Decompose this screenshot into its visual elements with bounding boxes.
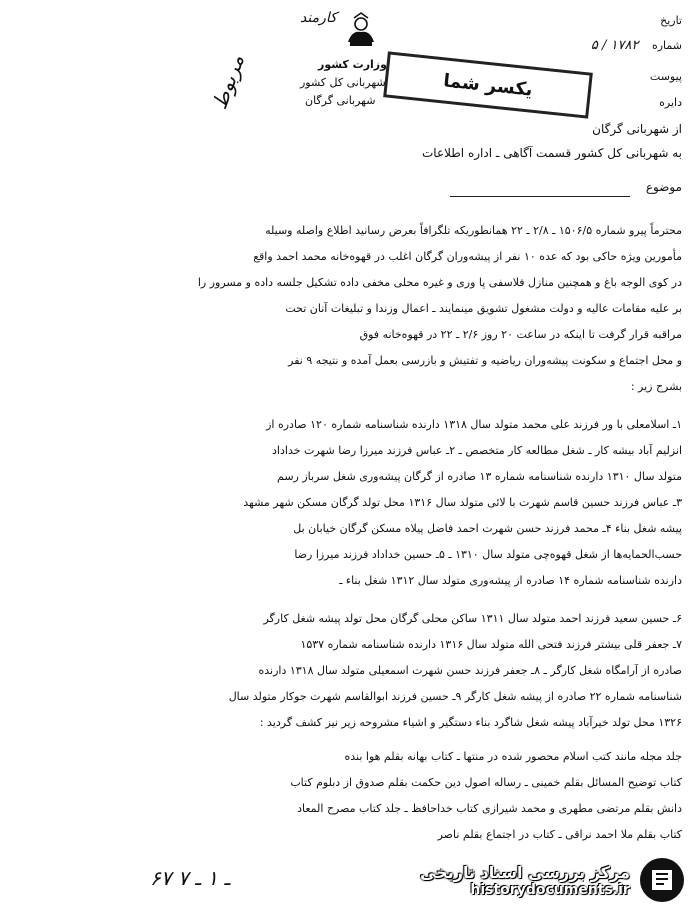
to-line: به شهربانی کل کشور قسمت آگاهی ـ اداره اطلاعات (421, 146, 682, 160)
body-line: مراقبه قرار گرفت تا اینکه در ساعت ۲۰ روز ۲/۶ ـ ۲۲ در قهوه‌خانه فوق (359, 328, 682, 341)
attachment-field (650, 70, 682, 83)
person-item: انزلیم آباد بیشه کار ـ شغل مطالعه کار متخصص ـ ۲ـ عباس فرزند میرزا رضا شهرت خداداد (272, 444, 682, 457)
office-field (659, 96, 682, 109)
body-line: مأمورین ویژه حاکی بود که عده ۱۰ نفر از پیشه‌وران گرگان اغلب در قهوه‌خانه محمد احمد واقع (253, 250, 682, 263)
person-item: ۷ـ جعفر قلی بیشتر فرزند فتحی الله متولد سال ۱۳۱۶ دارنده شناسنامه شماره ۱۵۳۷ (300, 638, 682, 651)
body-line: بر علیه مقامات عالیه و دولت مشغول تشویق مینمایند ـ اعمال وزندا و تبلیغات آنان تحت (285, 302, 682, 315)
person-item: صادره از آرامگاه شغل کارگر ـ ۸ـ جعفر فرزند حسن شهرت اسمعیلی متولد سال ۱۳۱۸ دارنده (258, 664, 682, 677)
person-item: پیشه شغل بناء ۴ـ محمد فرزند حسن شهرت احمد فاضل پیلاه مسکن گرگان خیابان بل (293, 522, 682, 535)
date-field (660, 14, 682, 27)
seized-items-line: دانش بقلم مرتضی مطهری و محمد شیرازی کتاب خداحافظ ـ جلد کتاب مصرح المعاد (297, 802, 682, 815)
body-line: محترماً پیرو شماره ۱۵۰۶/۵ ـ ۲/۸ ـ ۲۲ همانطوریکه تلگرافاً بعرض رسانید اطلاع واصله وسیله (265, 224, 682, 237)
lion-and-sun-emblem-icon (340, 12, 382, 54)
person-item: ۶ـ حسین سعید فرزند احمد متولد سال ۱۳۱۱ ساکن محلی گرگان محل تولد پیشه شغل کارگر (263, 612, 682, 625)
watermark-text (420, 863, 630, 898)
seized-items-line: کتاب توضیح المسائل بقلم خمینی ـ رساله اصول دین حکمت بقلم صدوق از دبلوم کتاب (290, 776, 682, 789)
subject-label: موضوع (645, 180, 682, 194)
subject-underline (450, 196, 630, 197)
department-title: شهربانی کل کشور (300, 76, 386, 89)
watermark (420, 852, 690, 908)
number-field (591, 38, 682, 53)
confidential-stamp: یکسر شما (383, 51, 593, 118)
handwritten-number: ۱۷۸۲ / ۵ (590, 38, 639, 53)
body-line: در کوی الوجه باغ و همچنین منازل فلاسفی پا وری و غیره محلی مخفی داده تشکیل جلسه داده و مسرور را (197, 276, 682, 289)
seized-items-line: کتاب بقلم ملا احمد نراقی ـ کتاب در اجتماع بقلم ناصر (437, 828, 682, 841)
person-item: ۳ـ عباس فرزند حسین قاسم شهرت با لائی متولد سال ۱۳۱۶ محل تولد گرگان مسکن شهر مشهد (243, 496, 682, 509)
date-label: تاریخ (660, 14, 682, 27)
seized-items-line: جلد مجله مانند کتب اسلام محصور شده در منتها ـ کتاب بهانه بقلم هوا بنده (344, 750, 682, 763)
ministry-title: وزارت کشور (318, 58, 387, 71)
watermark-name: مرکز بررسی اسناد تاریخی (420, 862, 630, 882)
person-item: دارنده شناسنامه شماره ۱۴ صادره از پیشه‌وری متولد سال ۱۳۱۲ شغل بناء ـ (339, 574, 682, 587)
from-line: از شهربانی گرگان (592, 122, 682, 136)
margin-handwritten-note: مربوط (207, 51, 249, 113)
top-handwritten-note: کارمند (300, 10, 337, 26)
attachment-label: پیوست (649, 70, 682, 83)
person-item: حسب‌الحمایه‌ها از شغل قهوه‌چی متولد سال ۱۳۱۰ ـ ۵ـ حسین خداداد فرزند میرزا رضا (294, 548, 682, 561)
footer-handwritten-number: ۶۷ ـ ۱ ـ ۷ (150, 866, 231, 890)
body-line: و محل اجتماع و سکونت پیشه‌وران ریاضیه و تفتیش و بازرسی بعمل آمده و نتیجه ۹ نفر (288, 354, 682, 367)
person-item: ۱۳۲۶ محل تولد خیرآباد پیشه شغل شاگرد بناء دستگیر و اشیاء مشروحه زیر نیز کشف گردید : (259, 716, 682, 729)
office-label: دایره (659, 96, 682, 109)
person-item: شناسنامه شماره ۲۲ صادره از پیشه شغل کارگر ۹ـ حسین فرزند ابوالقاسم شهرت جوکار متولد سال (228, 690, 682, 703)
archive-logo-icon (638, 856, 686, 904)
watermark-url: historydocuments.ir (470, 881, 630, 898)
person-item: متولد سال ۱۳۱۰ دارنده شناسنامه شماره ۱۳ صادره از گرگان پیشه‌وری شغل سرباز رسم (277, 470, 682, 483)
number-label: شماره (651, 39, 682, 52)
person-item: ۱ـ اسلامعلی با ور فرزند علی محمد متولد سال ۱۳۱۸ دارنده شناسنامه شماره ۱۲۰ صادره از (266, 418, 682, 431)
body-line: بشرح زیر : (630, 380, 682, 393)
city-office-title: شهربانی گرگان (305, 94, 376, 107)
